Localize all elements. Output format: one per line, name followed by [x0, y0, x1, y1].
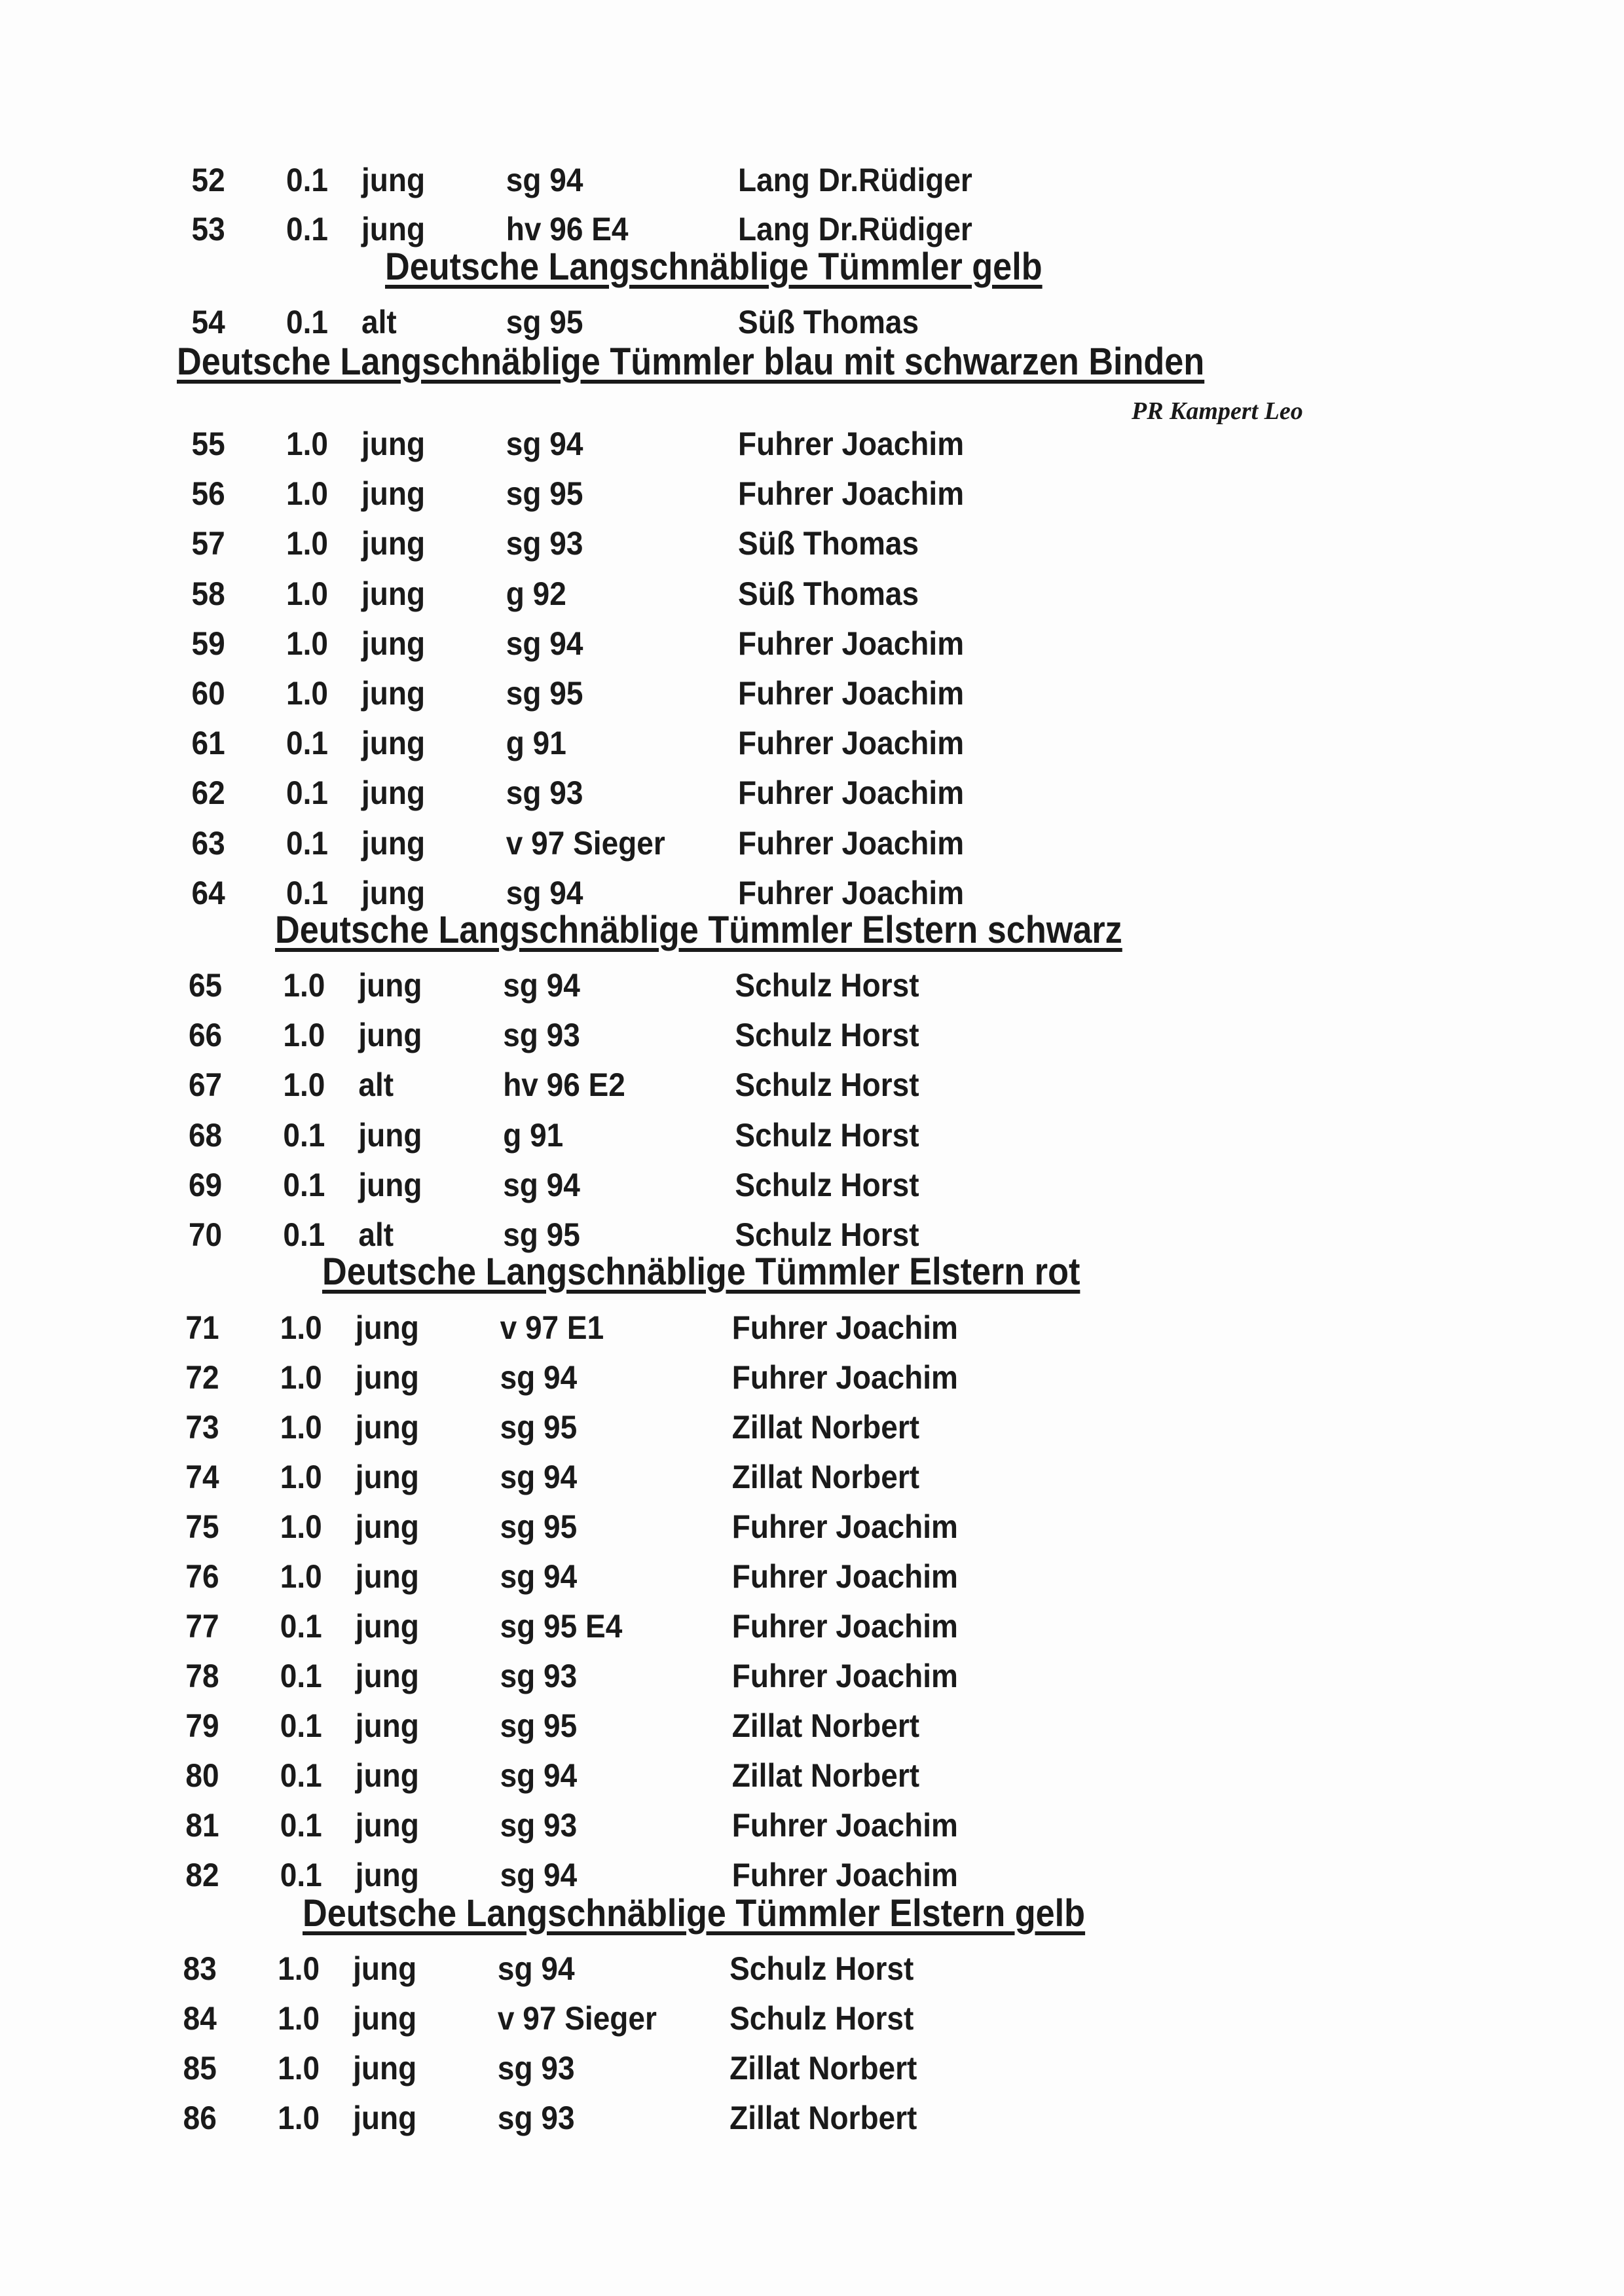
entry-age: jung	[361, 475, 426, 513]
entry-row	[0, 1756, 1494, 1795]
entry-sex: 1.0	[278, 2000, 320, 2037]
entry-number: 81	[185, 1807, 219, 1844]
entry-number: 66	[188, 1017, 223, 1054]
entry-grade: sg 95	[500, 1409, 578, 1446]
entry-age: alt	[358, 1066, 394, 1104]
entry-sex: 0.1	[280, 1707, 322, 1744]
entry-breeder: Schulz Horst	[729, 2000, 914, 2037]
section-heading: Deutsche Langschnäblige Tümmler Elstern rot	[322, 1250, 1080, 1293]
entry-breeder: Zillat Norbert	[731, 1757, 920, 1794]
entry-number: 68	[188, 1116, 223, 1154]
entry-grade: sg 93	[500, 1807, 578, 1844]
entry-grade: sg 94	[506, 426, 583, 462]
entry-number: 53	[191, 211, 225, 247]
entry-age: jung	[355, 1807, 419, 1844]
entry-number: 73	[185, 1409, 219, 1446]
entry-row	[0, 1065, 1494, 1104]
entry-age: jung	[358, 967, 422, 1004]
entry-sex: 1.0	[278, 2100, 320, 2136]
entry-breeder: Fuhrer Joachim	[738, 426, 965, 462]
entry-grade: sg 94	[500, 1558, 578, 1595]
entry-age: jung	[355, 1707, 419, 1744]
entry-sex: 0.1	[286, 162, 328, 198]
entry-age: jung	[358, 1166, 422, 1203]
entry-age: jung	[353, 2000, 417, 2037]
entry-age: jung	[355, 1459, 419, 1495]
entry-number: 75	[185, 1508, 219, 1545]
entry-grade: sg 93	[497, 2050, 575, 2086]
entry-age: jung	[353, 2050, 417, 2086]
entry-sex: 1.0	[280, 1558, 322, 1595]
entry-row	[0, 1457, 1494, 1497]
entry-row	[0, 1116, 1494, 1155]
entry-breeder: Zillat Norbert	[731, 1707, 920, 1744]
entry-number: 63	[191, 824, 225, 862]
entry-number: 67	[188, 1066, 223, 1104]
entry-grade: sg 95	[506, 475, 583, 513]
entry-row	[0, 674, 1494, 713]
entry-breeder: Fuhrer Joachim	[738, 874, 965, 911]
entry-grade: sg 94	[506, 625, 583, 662]
entry-breeder: Fuhrer Joachim	[731, 1309, 958, 1346]
entry-row	[0, 1607, 1494, 1646]
entry-number: 78	[185, 1658, 219, 1694]
entry-age: jung	[361, 211, 426, 247]
entry-age: jung	[361, 162, 426, 198]
entry-breeder: Süß Thomas	[738, 525, 919, 562]
entry-breeder: Zillat Norbert	[731, 1409, 920, 1446]
entry-breeder: Schulz Horst	[735, 1166, 919, 1203]
entry-number: 52	[191, 162, 225, 198]
entry-breeder: Zillat Norbert	[729, 2100, 917, 2136]
entry-grade: v 97 Sieger	[506, 824, 665, 862]
entry-age: jung	[358, 1017, 422, 1054]
entry-sex: 1.0	[278, 2050, 320, 2086]
entry-number: 69	[188, 1166, 223, 1203]
entry-breeder: Fuhrer Joachim	[731, 1807, 958, 1844]
entry-row	[0, 1165, 1494, 1205]
entry-grade: sg 93	[503, 1017, 580, 1054]
entry-age: jung	[358, 1116, 422, 1154]
entry-sex: 0.1	[280, 1658, 322, 1694]
entry-grade: sg 94	[500, 1359, 578, 1396]
section-heading: Deutsche Langschnäblige Tümmler Elstern gelb	[303, 1892, 1086, 1935]
entry-breeder: Fuhrer Joachim	[731, 1658, 958, 1694]
entry-sex: 0.1	[286, 304, 328, 340]
entry-row	[0, 966, 1494, 1005]
entry-breeder: Fuhrer Joachim	[731, 1359, 958, 1396]
judge-label: PR Kampert Leo	[1132, 397, 1303, 425]
section-heading: Deutsche Langschnäblige Tümmler gelb	[385, 246, 1043, 288]
entry-row	[0, 424, 1494, 464]
entry-number: 59	[191, 625, 225, 662]
entry-grade: sg 93	[500, 1658, 578, 1694]
entry-breeder: Lang Dr.Rüdiger	[738, 162, 972, 198]
entry-number: 76	[185, 1558, 219, 1595]
entry-breeder: Zillat Norbert	[729, 2050, 917, 2086]
entry-sex: 0.1	[286, 824, 328, 862]
entry-row	[0, 302, 1494, 342]
entry-sex: 1.0	[283, 967, 325, 1004]
section-heading: Deutsche Langschnäblige Tümmler blau mit schwarzen Binden	[177, 340, 1205, 383]
entry-number: 54	[191, 304, 225, 340]
entry-age: jung	[361, 525, 426, 562]
entry-row	[0, 2049, 1494, 2088]
entry-number: 79	[185, 1707, 219, 1744]
entry-age: jung	[361, 774, 426, 812]
entry-number: 58	[191, 575, 225, 612]
entry-row	[0, 1806, 1494, 1845]
entry-number: 62	[191, 774, 225, 812]
entry-age: jung	[355, 1608, 419, 1645]
entry-breeder: Schulz Horst	[735, 967, 919, 1004]
entry-age: jung	[361, 874, 426, 911]
entry-row	[0, 1999, 1494, 2038]
entry-breeder: Fuhrer Joachim	[738, 774, 965, 812]
entry-breeder: Schulz Horst	[735, 1216, 919, 1253]
entry-number: 83	[183, 1950, 217, 1987]
entry-row	[0, 1949, 1494, 1988]
entry-sex: 0.1	[286, 874, 328, 911]
entry-breeder: Fuhrer Joachim	[731, 1558, 958, 1595]
entry-row	[0, 873, 1494, 913]
entry-row	[0, 1507, 1494, 1546]
entry-row	[0, 1656, 1494, 1696]
entry-row	[0, 1308, 1494, 1347]
entry-sex: 1.0	[286, 625, 328, 662]
entry-grade: v 97 Sieger	[497, 2000, 657, 2037]
entry-number: 84	[183, 2000, 217, 2037]
entry-age: jung	[361, 675, 426, 712]
entry-row	[0, 1015, 1494, 1055]
entry-number: 82	[185, 1857, 219, 1893]
entry-age: jung	[355, 1508, 419, 1545]
entry-sex: 0.1	[280, 1757, 322, 1794]
entry-sex: 0.1	[286, 725, 328, 762]
entry-age: jung	[361, 824, 426, 862]
entry-breeder: Schulz Horst	[735, 1116, 919, 1154]
entry-number: 61	[191, 725, 225, 762]
entry-age: jung	[355, 1309, 419, 1346]
entry-grade: g 91	[506, 725, 566, 762]
entry-age: jung	[355, 1359, 419, 1396]
entry-sex: 1.0	[286, 426, 328, 462]
entry-breeder: Fuhrer Joachim	[731, 1857, 958, 1893]
entry-grade: sg 94	[503, 1166, 580, 1203]
entry-sex: 0.1	[280, 1608, 322, 1645]
entry-breeder: Zillat Norbert	[731, 1459, 920, 1495]
entry-breeder: Fuhrer Joachim	[738, 725, 965, 762]
entry-breeder: Süß Thomas	[738, 575, 919, 612]
entry-grade: sg 95 E4	[500, 1608, 623, 1645]
entry-number: 57	[191, 525, 225, 562]
entry-row	[0, 210, 1494, 249]
entry-age: jung	[355, 1409, 419, 1446]
entry-grade: sg 94	[506, 874, 583, 911]
entry-number: 74	[185, 1459, 219, 1495]
entry-age: jung	[361, 575, 426, 612]
entry-grade: g 91	[503, 1116, 564, 1154]
entry-breeder: Schulz Horst	[735, 1017, 919, 1054]
entry-number: 56	[191, 475, 225, 513]
entry-sex: 0.1	[280, 1857, 322, 1893]
entry-sex: 1.0	[280, 1309, 322, 1346]
entry-grade: sg 94	[497, 1950, 575, 1987]
entry-breeder: Fuhrer Joachim	[731, 1608, 958, 1645]
entry-sex: 1.0	[286, 575, 328, 612]
entry-number: 55	[191, 426, 225, 462]
entry-row	[0, 824, 1494, 863]
entry-row	[0, 1408, 1494, 1447]
entry-age: jung	[361, 426, 426, 462]
entry-sex: 0.1	[283, 1166, 325, 1203]
entry-grade: sg 95	[506, 304, 583, 340]
entry-grade: hv 96 E2	[503, 1066, 625, 1104]
entry-grade: sg 95	[500, 1707, 578, 1744]
entry-sex: 0.1	[283, 1116, 325, 1154]
entry-grade: sg 93	[497, 2100, 575, 2136]
entry-sex: 1.0	[280, 1409, 322, 1446]
entry-row	[0, 524, 1494, 563]
entry-row	[0, 1358, 1494, 1397]
entry-sex: 0.1	[283, 1216, 325, 1253]
entry-age: jung	[355, 1658, 419, 1694]
entry-number: 71	[185, 1309, 219, 1346]
entry-age: alt	[361, 304, 397, 340]
entry-row	[0, 1215, 1494, 1254]
entry-sex: 0.1	[286, 211, 328, 247]
entry-number: 65	[188, 967, 223, 1004]
entry-row	[0, 2098, 1494, 2138]
entry-grade: sg 94	[506, 162, 583, 198]
entry-age: jung	[353, 1950, 417, 1987]
entry-number: 64	[191, 874, 225, 911]
entry-breeder: Fuhrer Joachim	[738, 625, 965, 662]
entry-grade: v 97 E1	[500, 1309, 604, 1346]
entry-age: alt	[358, 1216, 394, 1253]
entry-grade: g 92	[506, 575, 566, 612]
entry-grade: sg 93	[506, 525, 583, 562]
entry-breeder: Fuhrer Joachim	[738, 475, 965, 513]
entry-row	[0, 773, 1494, 812]
entry-sex: 1.0	[280, 1359, 322, 1396]
entry-breeder: Schulz Horst	[735, 1066, 919, 1104]
entry-sex: 1.0	[286, 525, 328, 562]
entry-age: jung	[355, 1857, 419, 1893]
entry-age: jung	[361, 625, 426, 662]
entry-sex: 1.0	[286, 675, 328, 712]
entry-number: 70	[188, 1216, 223, 1253]
entry-grade: sg 93	[506, 774, 583, 812]
entry-age: jung	[361, 725, 426, 762]
entry-sex: 1.0	[280, 1459, 322, 1495]
entry-sex: 0.1	[280, 1807, 322, 1844]
entry-row	[0, 1557, 1494, 1596]
entry-breeder: Süß Thomas	[738, 304, 919, 340]
entry-grade: sg 94	[500, 1459, 578, 1495]
entry-sex: 1.0	[283, 1066, 325, 1104]
entry-grade: sg 95	[506, 675, 583, 712]
entry-grade: sg 94	[500, 1757, 578, 1794]
entry-age: jung	[355, 1558, 419, 1595]
entry-number: 86	[183, 2100, 217, 2136]
entry-row	[0, 624, 1494, 663]
entry-number: 60	[191, 675, 225, 712]
entry-grade: hv 96 E4	[506, 211, 629, 247]
entry-row	[0, 1855, 1494, 1895]
entry-sex: 1.0	[283, 1017, 325, 1054]
entry-row	[0, 574, 1494, 613]
entry-breeder: Fuhrer Joachim	[738, 675, 965, 712]
section-heading: Deutsche Langschnäblige Tümmler Elstern schwarz	[275, 909, 1122, 951]
entry-grade: sg 95	[503, 1216, 580, 1253]
entry-breeder: Lang Dr.Rüdiger	[738, 211, 972, 247]
entry-sex: 0.1	[286, 774, 328, 812]
entry-number: 72	[185, 1359, 219, 1396]
entry-breeder: Fuhrer Joachim	[731, 1508, 958, 1545]
entry-row	[0, 160, 1494, 200]
entry-grade: sg 94	[503, 967, 580, 1004]
entry-grade: sg 95	[500, 1508, 578, 1545]
entry-sex: 1.0	[278, 1950, 320, 1987]
entry-sex: 1.0	[280, 1508, 322, 1545]
entry-grade: sg 94	[500, 1857, 578, 1893]
entry-breeder: Fuhrer Joachim	[738, 824, 965, 862]
entry-age: jung	[353, 2100, 417, 2136]
entry-age: jung	[355, 1757, 419, 1794]
entry-number: 77	[185, 1608, 219, 1645]
entry-row	[0, 1706, 1494, 1745]
entry-breeder: Schulz Horst	[729, 1950, 914, 1987]
entry-sex: 1.0	[286, 475, 328, 513]
entry-row	[0, 723, 1494, 763]
entry-row	[0, 474, 1494, 513]
entry-number: 85	[183, 2050, 217, 2086]
entry-number: 80	[185, 1757, 219, 1794]
